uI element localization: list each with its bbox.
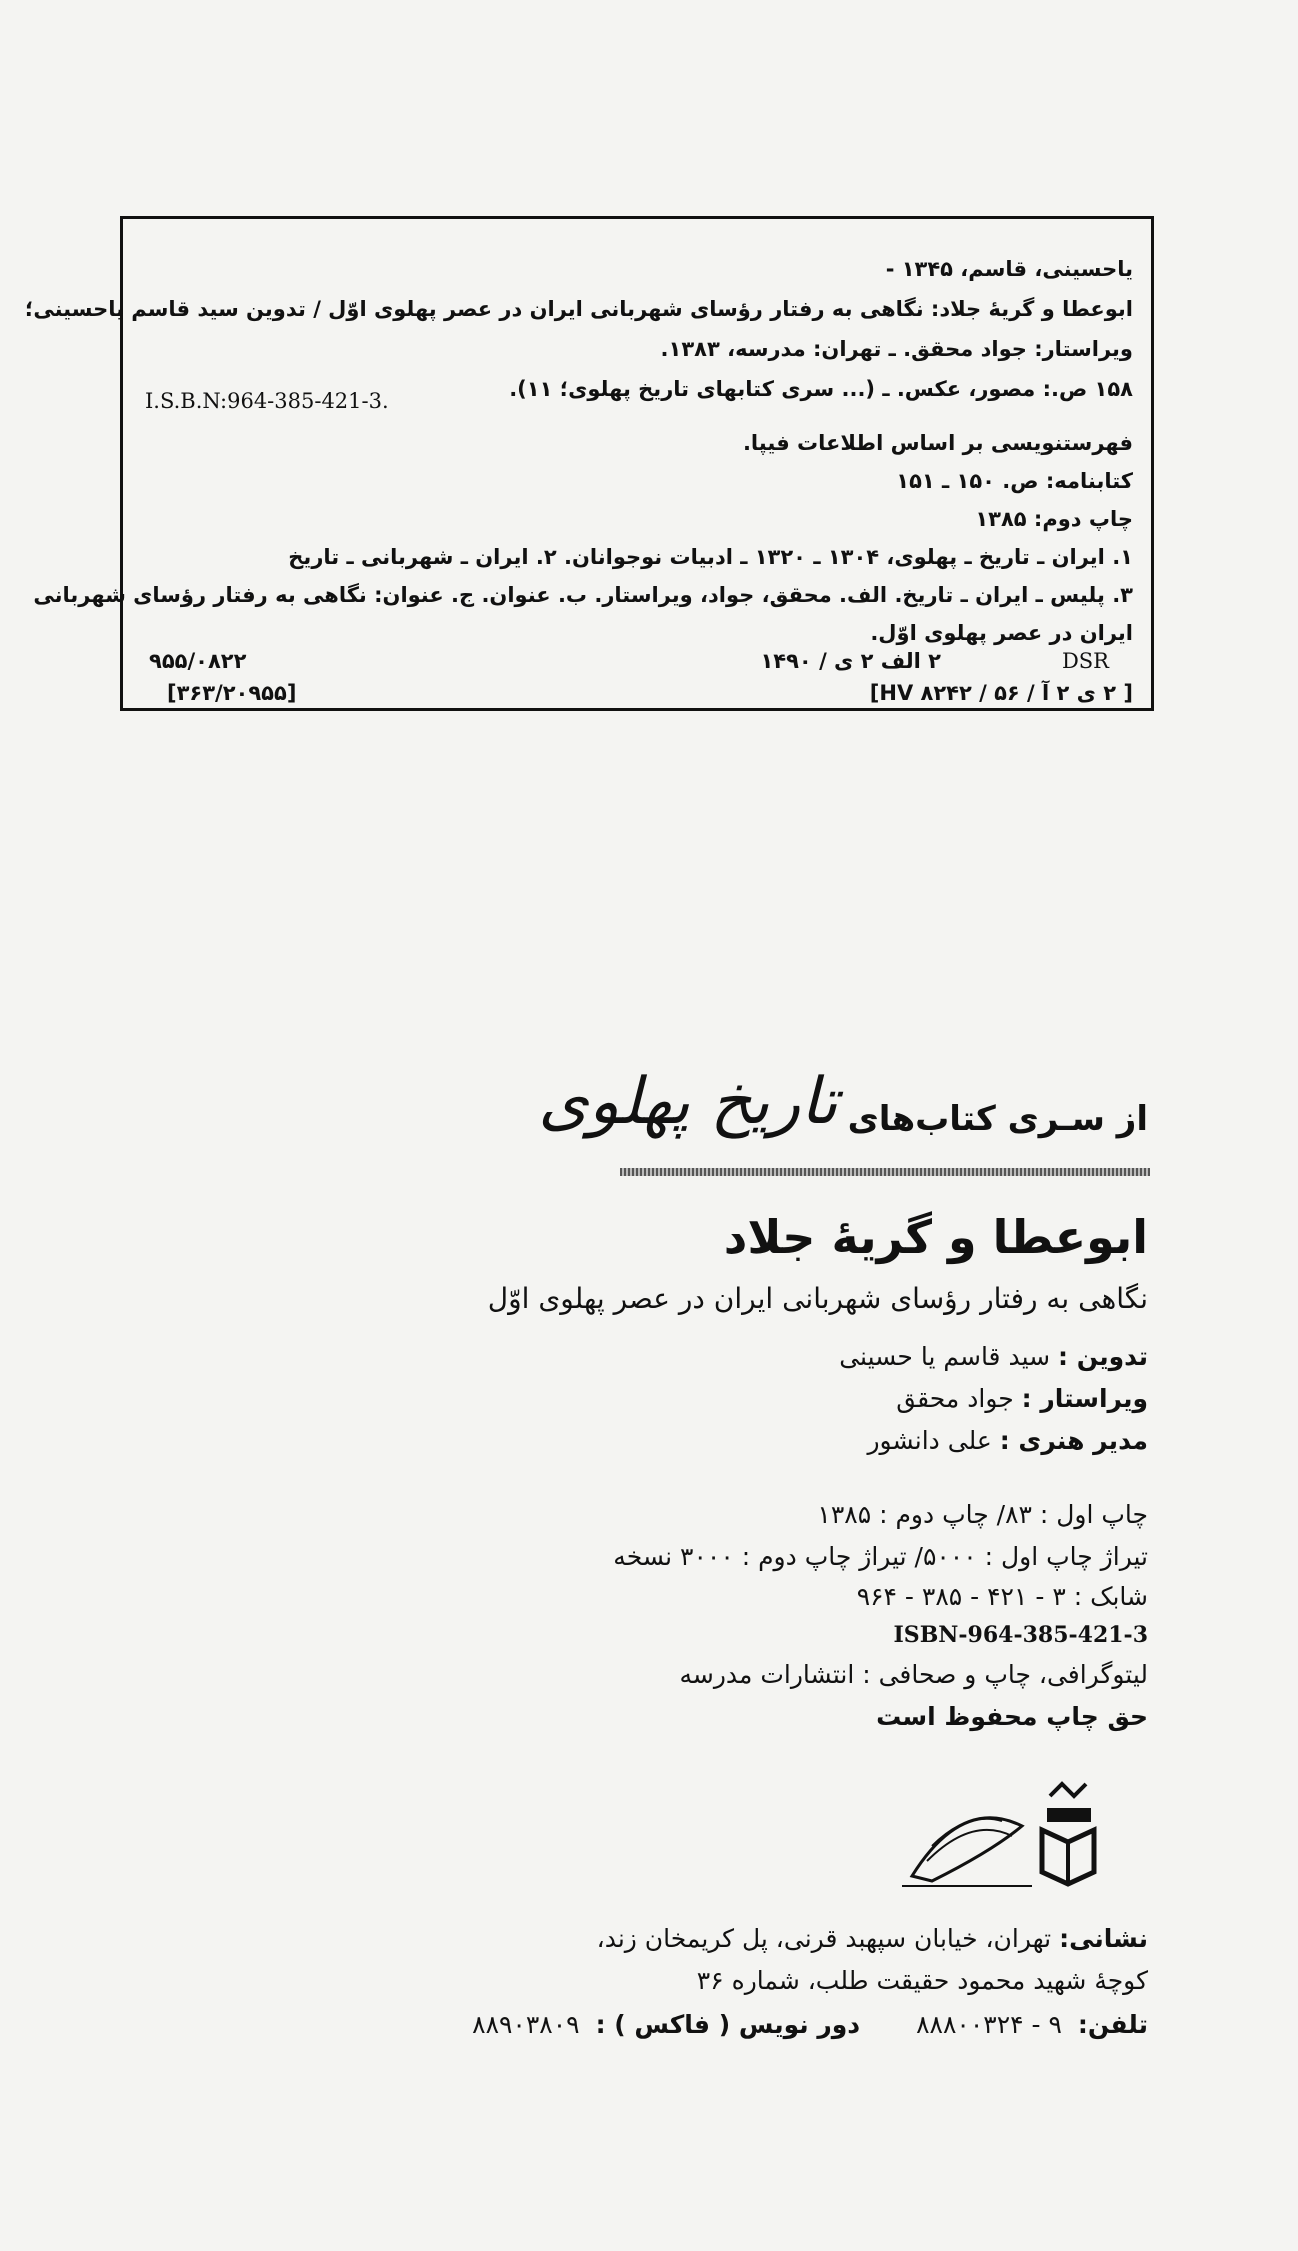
cip-lc-class-2: [ ۲ ی ۲ آ / ۵۶ / HV ۸۲۴۲] [869, 681, 1133, 705]
series-lead: از سـری کتاب‌های [847, 1099, 1148, 1139]
cip-subject-line-3: ایران در عصر پهلوی اوّل. [870, 621, 1133, 645]
series-brand: تاریخ پهلوی [538, 1065, 838, 1139]
series-heading [538, 1065, 1148, 1139]
cip-subject-line-1: ۱. ایران ـ تاریخ ـ پهلوی، ۱۳۰۴ ـ ۱۳۲۰ ـ ادبیات نوجوانان. ۲. ایران ـ شهربانی ـ تاریخ [288, 545, 1133, 569]
cip-catalog-box [24, 216, 1154, 711]
cip-author-line: یاحسینی، قاسم، ۱۳۴۵ - [885, 257, 1133, 281]
credit-label: ویراستار : [1021, 1384, 1148, 1413]
cip-national-number: [۳۶۳/۲۰۹۵۵] [167, 681, 297, 705]
address-text: تهران، خیابان سپهبد قرنی، پل کریمخان زند، [596, 1924, 1052, 1953]
cip-edition-line: چاپ دوم: ۱۳۸۵ [975, 507, 1133, 531]
edition-info: چاپ اول : ۸۳/ چاپ دوم : ۱۳۸۵ [817, 1500, 1148, 1529]
credit-label: تدوین : [1058, 1342, 1148, 1371]
cip-physical-line: ۱۵۸ ص.: مصور، عکس. ـ (... سری کتابهای تاریخ پهلوی؛ ۱۱). [509, 377, 1133, 401]
phone-label: تلفن: [1077, 2010, 1148, 2039]
isbn: ISBN-964-385-421-3 [893, 1622, 1148, 1648]
address-line-2: کوچهٔ شهید محمود حقیقت طلب، شماره ۳۶ [696, 1966, 1148, 1995]
print-run-info: تیراژ چاپ اول : ۵۰۰۰/ تیراژ چاپ دوم : ۳۰۰۰ نسخه [613, 1542, 1148, 1571]
cip-dewey-class: ۹۵۵/۰۸۲۲ [149, 649, 247, 673]
cip-title-line: ابوعطا و گریهٔ جلاد: نگاهی به رفتار رؤسای شهربانی ایران در عصر پهلوی اوّل / تدوین سید قاسم یاحسینی؛ [24, 297, 1133, 321]
book-title: ابوعطا و گریهٔ جلاد [723, 1210, 1148, 1264]
cip-lc-class: ۲ الف ۲ ی / ۱۴۹۰ [760, 649, 941, 673]
book-subtitle: نگاهی به رفتار رؤسای شهربانی ایران در عصر پهلوی اوّل [487, 1282, 1148, 1315]
credit-art-director [867, 1426, 1148, 1455]
phone-number: ۹ - ۸۸۸۰۰۳۲۴ [916, 2010, 1062, 2039]
shabak: شابک : ۳ - ۴۲۱ - ۳۸۵ - ۹۶۴ [856, 1582, 1148, 1611]
address-label: نشانی: [1059, 1924, 1148, 1953]
copyright-notice: حق چاپ محفوظ است [876, 1702, 1148, 1731]
fax-number: ۸۸۹۰۳۸۰۹ [472, 2010, 580, 2039]
credit-editor [896, 1384, 1148, 1413]
cip-editor-line: ویراستار: جواد محقق. ـ تهران: مدرسه، ۱۳۸۳. [660, 337, 1133, 361]
credit-value: سید قاسم یا حسینی [839, 1342, 1051, 1371]
address-line-1 [597, 1924, 1148, 1953]
divider [620, 1168, 1150, 1176]
printing-info: لیتوگرافی، چاپ و صحافی : انتشارات مدرسه [679, 1660, 1148, 1689]
fax-label: دور نویس ( فاکس ) : [595, 2010, 861, 2039]
credit-value: علی دانشور [867, 1426, 992, 1455]
contact-phone-fax [472, 2010, 1148, 2039]
credit-label: مدیر هنری : [999, 1426, 1148, 1455]
cip-note-line: فهرستنویسی بر اساس اطلاعات فیپا. [742, 431, 1133, 455]
publisher-book-logo-icon [872, 1756, 1122, 1906]
cip-subject-line-2: ۳. پلیس ـ ایران ـ تاریخ. الف. محقق، جواد، ویراستار. ب. عنوان. ج. عنوان: نگاهی به رفتار رؤسای شهربانی [33, 583, 1133, 607]
credit-value: جواد محقق [896, 1384, 1014, 1413]
cip-bibliography-line: کتابنامه: ص. ۱۵۰ ـ ۱۵۱ [896, 469, 1133, 493]
cip-isbn: I.S.B.N:964-385-421-3. [145, 389, 389, 413]
cip-lc-prefix: DSR [1061, 649, 1109, 673]
credit-compiler [839, 1342, 1148, 1371]
